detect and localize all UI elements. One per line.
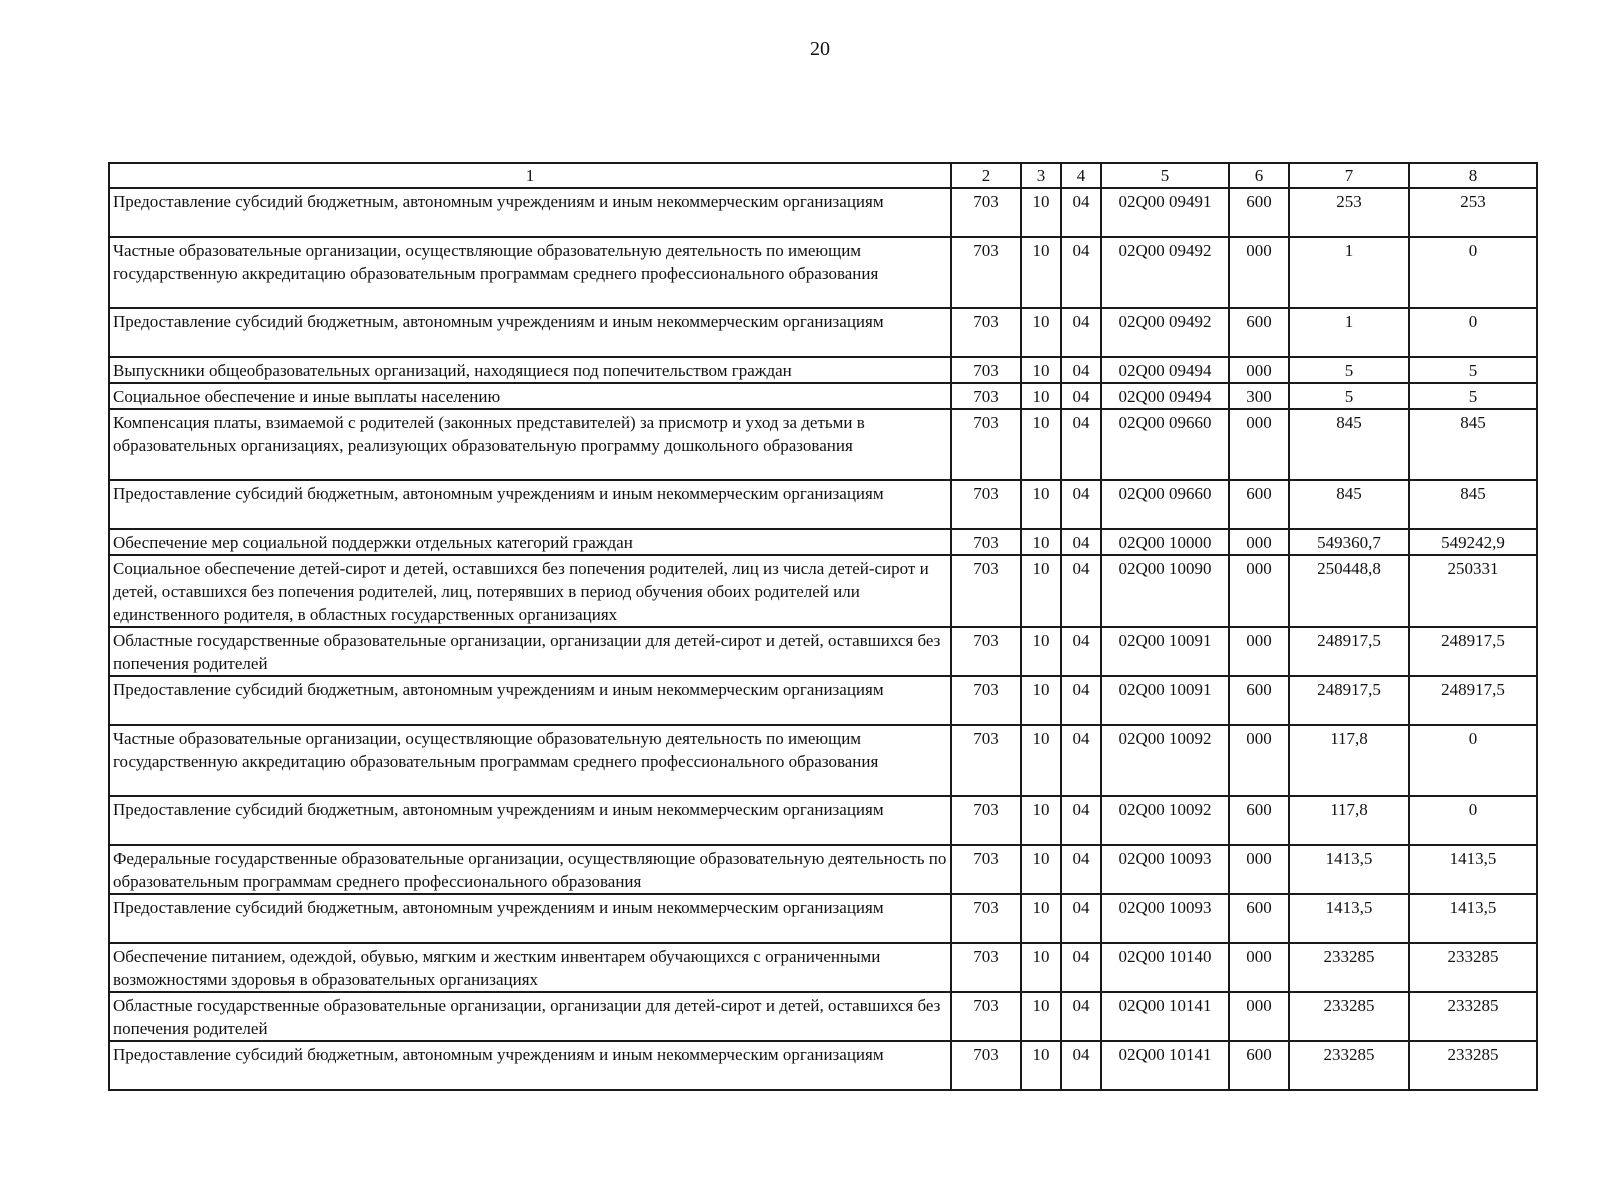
row-col7: 845 <box>1289 409 1409 480</box>
table-row <box>109 894 1537 943</box>
row-col3: 10 <box>1021 992 1061 1041</box>
row-col7: 5 <box>1289 357 1409 383</box>
header-cell-8: 8 <box>1409 163 1537 188</box>
row-col4: 04 <box>1061 845 1101 894</box>
row-col5: 02Q00 10091 <box>1101 627 1229 676</box>
row-col4: 04 <box>1061 237 1101 308</box>
row-col2: 703 <box>951 529 1021 555</box>
row-col6: 000 <box>1229 943 1289 992</box>
row-col8: 5 <box>1409 357 1537 383</box>
row-name: Обеспечение мер социальной поддержки отдельных категорий граждан <box>109 529 951 555</box>
table-row <box>109 357 1537 383</box>
row-col6: 600 <box>1229 676 1289 725</box>
row-col4: 04 <box>1061 796 1101 845</box>
row-col6: 000 <box>1229 529 1289 555</box>
row-name: Федеральные государственные образовательные организации, осуществляющие образовательную деятельность по образовательным программам среднего профессионального образования <box>109 845 951 894</box>
table-row <box>109 943 1537 992</box>
row-col2: 703 <box>951 992 1021 1041</box>
row-col3: 10 <box>1021 555 1061 627</box>
header-cell-2: 2 <box>951 163 1021 188</box>
row-name: Предоставление субсидий бюджетным, автономным учреждениям и иным некоммерческим организациям <box>109 796 951 845</box>
row-col2: 703 <box>951 943 1021 992</box>
table-row <box>109 529 1537 555</box>
row-col3: 10 <box>1021 308 1061 357</box>
row-col6: 000 <box>1229 725 1289 796</box>
row-col2: 703 <box>951 308 1021 357</box>
row-col6: 000 <box>1229 555 1289 627</box>
row-col2: 703 <box>951 357 1021 383</box>
row-col7: 233285 <box>1289 992 1409 1041</box>
row-col3: 10 <box>1021 529 1061 555</box>
row-col5: 02Q00 09660 <box>1101 480 1229 529</box>
row-col6: 300 <box>1229 383 1289 409</box>
row-col4: 04 <box>1061 627 1101 676</box>
row-col3: 10 <box>1021 894 1061 943</box>
row-col4: 04 <box>1061 555 1101 627</box>
row-col6: 000 <box>1229 992 1289 1041</box>
row-col5: 02Q00 09494 <box>1101 357 1229 383</box>
row-col7: 1413,5 <box>1289 894 1409 943</box>
row-col4: 04 <box>1061 409 1101 480</box>
row-col3: 10 <box>1021 676 1061 725</box>
row-col8: 1413,5 <box>1409 894 1537 943</box>
row-col8: 248917,5 <box>1409 676 1537 725</box>
row-col5: 02Q00 09492 <box>1101 237 1229 308</box>
row-col3: 10 <box>1021 237 1061 308</box>
row-col3: 10 <box>1021 725 1061 796</box>
row-name: Областные государственные образовательные организации, организации для детей-сирот и детей, оставшихся без попечения родителей <box>109 627 951 676</box>
row-col2: 703 <box>951 845 1021 894</box>
row-col3: 10 <box>1021 627 1061 676</box>
row-name: Частные образовательные организации, осуществляющие образовательную деятельность по имеющим государственную аккредитацию образовательным программам среднего профессионального образования <box>109 725 951 796</box>
table-row <box>109 383 1537 409</box>
row-col8: 250331 <box>1409 555 1537 627</box>
row-col8: 0 <box>1409 796 1537 845</box>
row-name: Областные государственные образовательные организации, организации для детей-сирот и детей, оставшихся без попечения родителей <box>109 992 951 1041</box>
row-col2: 703 <box>951 725 1021 796</box>
header-cell-7: 7 <box>1289 163 1409 188</box>
row-name: Выпускники общеобразовательных организаций, находящиеся под попечительством граждан <box>109 357 951 383</box>
row-col7: 549360,7 <box>1289 529 1409 555</box>
row-col5: 02Q00 09494 <box>1101 383 1229 409</box>
table-row <box>109 992 1537 1041</box>
row-col8: 0 <box>1409 308 1537 357</box>
header-cell-1: 1 <box>109 163 951 188</box>
row-col8: 845 <box>1409 480 1537 529</box>
row-col3: 10 <box>1021 1041 1061 1090</box>
row-col3: 10 <box>1021 796 1061 845</box>
header-cell-6: 6 <box>1229 163 1289 188</box>
row-col5: 02Q00 10090 <box>1101 555 1229 627</box>
table-row <box>109 308 1537 357</box>
row-col7: 117,8 <box>1289 725 1409 796</box>
row-col5: 02Q00 10141 <box>1101 992 1229 1041</box>
row-col5: 02Q00 09491 <box>1101 188 1229 237</box>
row-col3: 10 <box>1021 409 1061 480</box>
row-col6: 000 <box>1229 409 1289 480</box>
row-col4: 04 <box>1061 188 1101 237</box>
row-col5: 02Q00 10093 <box>1101 845 1229 894</box>
budget-table <box>108 162 1538 1091</box>
row-col6: 600 <box>1229 308 1289 357</box>
table-body <box>109 188 1537 1090</box>
row-col4: 04 <box>1061 992 1101 1041</box>
row-col4: 04 <box>1061 480 1101 529</box>
row-col7: 250448,8 <box>1289 555 1409 627</box>
row-name: Предоставление субсидий бюджетным, автономным учреждениям и иным некоммерческим организациям <box>109 676 951 725</box>
row-col5: 02Q00 09492 <box>1101 308 1229 357</box>
header-cell-3: 3 <box>1021 163 1061 188</box>
row-col3: 10 <box>1021 845 1061 894</box>
row-col4: 04 <box>1061 894 1101 943</box>
row-col7: 233285 <box>1289 943 1409 992</box>
row-col7: 845 <box>1289 480 1409 529</box>
row-col7: 5 <box>1289 383 1409 409</box>
row-col8: 1413,5 <box>1409 845 1537 894</box>
table-row <box>109 845 1537 894</box>
table-row <box>109 555 1537 627</box>
row-name: Предоставление субсидий бюджетным, автономным учреждениям и иным некоммерческим организациям <box>109 894 951 943</box>
table-row <box>109 1041 1537 1090</box>
row-col7: 248917,5 <box>1289 676 1409 725</box>
row-col5: 02Q00 10091 <box>1101 676 1229 725</box>
table-row <box>109 237 1537 308</box>
header-cell-4: 4 <box>1061 163 1101 188</box>
page-number: 20 <box>810 38 830 60</box>
row-col2: 703 <box>951 237 1021 308</box>
row-col7: 253 <box>1289 188 1409 237</box>
table-row <box>109 188 1537 237</box>
row-col5: 02Q00 10092 <box>1101 796 1229 845</box>
header-cell-5: 5 <box>1101 163 1229 188</box>
row-col3: 10 <box>1021 357 1061 383</box>
row-col7: 248917,5 <box>1289 627 1409 676</box>
row-col4: 04 <box>1061 943 1101 992</box>
row-col2: 703 <box>951 383 1021 409</box>
row-col3: 10 <box>1021 480 1061 529</box>
table-row <box>109 796 1537 845</box>
row-col6: 000 <box>1229 845 1289 894</box>
row-col8: 0 <box>1409 725 1537 796</box>
row-col2: 703 <box>951 1041 1021 1090</box>
row-col8: 549242,9 <box>1409 529 1537 555</box>
row-col6: 000 <box>1229 357 1289 383</box>
row-col6: 600 <box>1229 1041 1289 1090</box>
row-col4: 04 <box>1061 308 1101 357</box>
row-col6: 600 <box>1229 480 1289 529</box>
row-col5: 02Q00 10092 <box>1101 725 1229 796</box>
table-row <box>109 480 1537 529</box>
row-name: Социальное обеспечение детей-сирот и детей, оставшихся без попечения родителей, лиц из числа детей-сирот и детей, оставшихся без попечения родителей, лиц, потерявших в период обучения обоих родителей или единственного родителя, в областных государственных организациях <box>109 555 951 627</box>
row-col4: 04 <box>1061 725 1101 796</box>
row-col8: 233285 <box>1409 943 1537 992</box>
row-col2: 703 <box>951 480 1021 529</box>
row-col8: 253 <box>1409 188 1537 237</box>
row-name: Предоставление субсидий бюджетным, автономным учреждениям и иным некоммерческим организациям <box>109 188 951 237</box>
row-col2: 703 <box>951 894 1021 943</box>
budget-table-wrapper <box>108 162 1536 1091</box>
row-name: Компенсация платы, взимаемой с родителей (законных представителей) за присмотр и уход за детьми в образовательных организациях, реализующих образовательную программу дошкольного образования <box>109 409 951 480</box>
row-col5: 02Q00 09660 <box>1101 409 1229 480</box>
table-row <box>109 676 1537 725</box>
row-name: Предоставление субсидий бюджетным, автономным учреждениям и иным некоммерческим организациям <box>109 480 951 529</box>
row-name: Частные образовательные организации, осуществляющие образовательную деятельность по имеющим государственную аккредитацию образовательным программам среднего профессионального образования <box>109 237 951 308</box>
row-col4: 04 <box>1061 1041 1101 1090</box>
row-col3: 10 <box>1021 943 1061 992</box>
row-col5: 02Q00 10141 <box>1101 1041 1229 1090</box>
row-col2: 703 <box>951 627 1021 676</box>
row-col2: 703 <box>951 409 1021 480</box>
row-col2: 703 <box>951 676 1021 725</box>
row-col2: 703 <box>951 555 1021 627</box>
table-row <box>109 627 1537 676</box>
row-col3: 10 <box>1021 383 1061 409</box>
row-col2: 703 <box>951 188 1021 237</box>
row-col8: 248917,5 <box>1409 627 1537 676</box>
table-row <box>109 409 1537 480</box>
row-col7: 1 <box>1289 308 1409 357</box>
row-col6: 600 <box>1229 796 1289 845</box>
row-col7: 1413,5 <box>1289 845 1409 894</box>
table-header-row <box>109 163 1537 188</box>
row-col5: 02Q00 10093 <box>1101 894 1229 943</box>
row-col4: 04 <box>1061 676 1101 725</box>
row-col4: 04 <box>1061 529 1101 555</box>
row-col6: 000 <box>1229 627 1289 676</box>
row-col8: 0 <box>1409 237 1537 308</box>
row-col6: 000 <box>1229 237 1289 308</box>
row-col5: 02Q00 10140 <box>1101 943 1229 992</box>
row-col7: 1 <box>1289 237 1409 308</box>
row-col8: 233285 <box>1409 1041 1537 1090</box>
row-col8: 845 <box>1409 409 1537 480</box>
row-name: Предоставление субсидий бюджетным, автономным учреждениям и иным некоммерческим организациям <box>109 1041 951 1090</box>
row-name: Обеспечение питанием, одеждой, обувью, мягким и жестким инвентарем обучающихся с ограниченными возможностями здоровья в образовательных организациях <box>109 943 951 992</box>
row-col7: 117,8 <box>1289 796 1409 845</box>
row-col6: 600 <box>1229 188 1289 237</box>
row-name: Социальное обеспечение и иные выплаты населению <box>109 383 951 409</box>
row-col8: 233285 <box>1409 992 1537 1041</box>
row-col6: 600 <box>1229 894 1289 943</box>
row-col4: 04 <box>1061 357 1101 383</box>
row-col8: 5 <box>1409 383 1537 409</box>
row-col5: 02Q00 10000 <box>1101 529 1229 555</box>
row-col7: 233285 <box>1289 1041 1409 1090</box>
row-col4: 04 <box>1061 383 1101 409</box>
row-name: Предоставление субсидий бюджетным, автономным учреждениям и иным некоммерческим организациям <box>109 308 951 357</box>
table-row <box>109 725 1537 796</box>
row-col2: 703 <box>951 796 1021 845</box>
row-col3: 10 <box>1021 188 1061 237</box>
